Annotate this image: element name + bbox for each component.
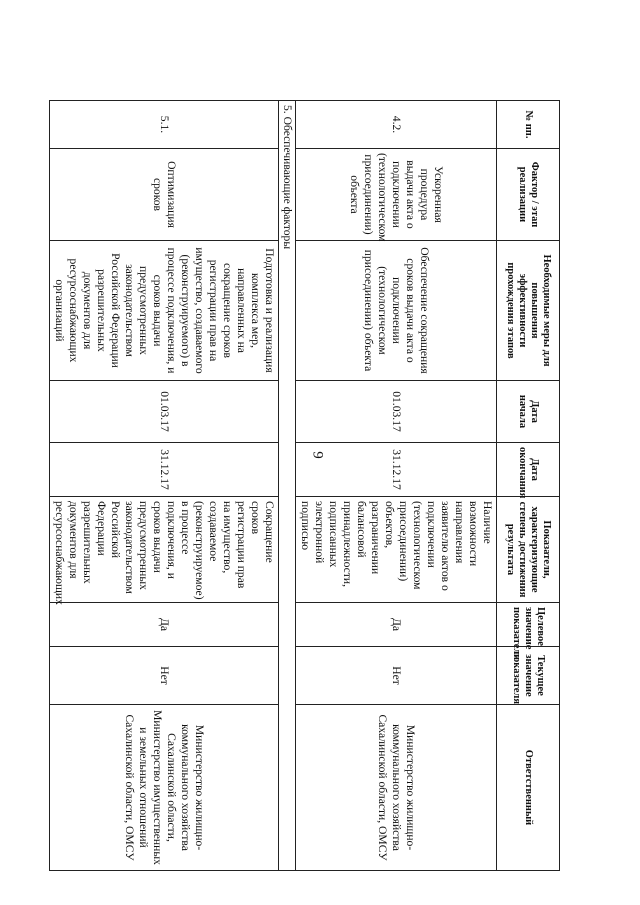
row-measures: Обеспечение сокращения сроков выдачи акта о подключении (технологическом присоединении) объекта (296, 241, 497, 381)
header-end: Дата окончания (497, 443, 560, 497)
row-indicator: Наличие возможности направления заявителю актов о подключении (технологическом присоединении) объектов, разграничении балансовой принадлежности, подписанных электронной подписью (296, 497, 497, 603)
page-number: 9 (309, 451, 326, 459)
row-indicator: Сокращение сроков регистрации прав на имущество, создаваемое (реконструируемое) в процессе подключения, и сроков выдачи предусмотренных законодательством Российской Федерации разрешительных документов для ресурсоснабжающих (50, 497, 279, 603)
header-factor: Фактор / этап реализации (497, 149, 560, 241)
row-start: 01.03.17 (296, 381, 497, 443)
header-num: № пп. (497, 101, 560, 149)
row-target: Да (296, 603, 497, 647)
row-factor: Оптимизация сроков (50, 149, 279, 241)
header-start: Дата начала (497, 381, 560, 443)
header-indicator: Показатели, характеризующие степень достижения результата (497, 497, 560, 603)
row-current: Нет (50, 647, 279, 705)
row-num: 5.1. (50, 101, 279, 149)
measures-table (49, 100, 560, 871)
section-row (279, 101, 296, 871)
row-target: Да (50, 603, 279, 647)
row-responsible: Министерство жилищно-коммунального хозяйства Сахалинской области, ОМСУ (296, 705, 497, 871)
section-title: 5. Обеспечивающие факторы (279, 101, 296, 871)
table-row (296, 101, 497, 871)
row-num: 4.2. (296, 101, 497, 149)
header-responsible: Ответственный (497, 705, 560, 871)
row-end: 31.12.17 (50, 443, 279, 497)
row-responsible: Министерство жилищно-коммунального хозяйства Сахалинской области, Министерство имущественных и земельных отношений Сахалинской области, ОМСУ (50, 705, 279, 871)
header-current: Текущее значение показателя (497, 647, 560, 705)
header-target: Целевое значение показателя (497, 603, 560, 647)
rotated-table-container (53, 100, 560, 870)
header-measures: Необходимые меры для повышения эффективности прохождения этапов (497, 241, 560, 381)
header-row (497, 101, 560, 871)
table-row (50, 101, 279, 871)
row-factor: Ускоренная процедура выдачи акта о подключении (технологическом присоединении) объекта (296, 149, 497, 241)
row-end: 31.12.17 (296, 443, 497, 497)
row-current: Нет (296, 647, 497, 705)
row-measures: Подготовка и реализация комплекса мер, направленных на сокращение сроков регистрации прав на имущество, создаваемого (реконструируемого) в процессе подключения, и сроков выдачи предусмотренных законодательством Российской Федерации разрешительных документов для ресурсоснабжающих организаций (50, 241, 279, 381)
row-start: 01.03.17 (50, 381, 279, 443)
